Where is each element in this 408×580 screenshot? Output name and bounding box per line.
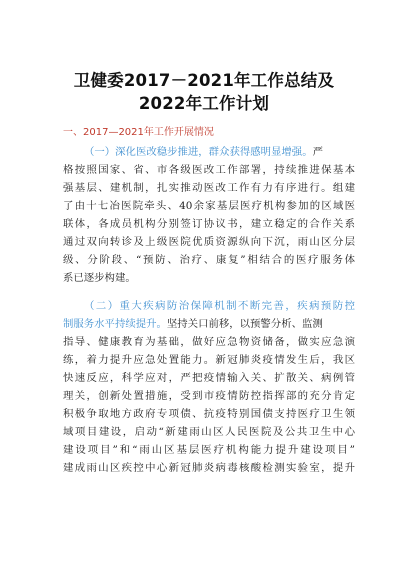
document-title-line2: 2022年工作计划 <box>138 94 270 113</box>
paragraph1-line1 <box>84 145 355 159</box>
paragraph1-line: 了由十七冶医院牵头、40余家基层医疗机构参加的区域医 <box>63 200 355 212</box>
paragraph2-line: 域项目建设，启动“新建雨山区人民医院及公共卫生中心 <box>63 426 355 438</box>
paragraph2-subheading-line1: （二）重大疾病防治保障机制不断完善，疾病预防控 <box>84 300 355 312</box>
paragraph2-line: 建成雨山区疾控中心新冠肺炎病毒核酸检测实验室，提升 <box>63 462 355 474</box>
paragraph2-subheading-line2: 制服务水平持续提升。 <box>63 318 167 330</box>
paragraph2-line: 练，着力提升应急处置能力。新冠肺炎疫情发生后，我区 <box>63 354 355 366</box>
paragraph2-line: 建设项目”和“雨山区基层医疗机构能力提升建设项目” <box>63 444 355 456</box>
paragraph2-line: 快速反应，科学应对，严把疫情输入关、扩散关、病例管 <box>63 372 355 384</box>
paragraph2-line: 指导、健康教育为基础，做好应急物资储备，做实应急演 <box>63 336 355 348</box>
paragraph1-line: 格按照国家、省、市各级医改工作部署，持续推进保基本 <box>63 164 355 176</box>
paragraph1-line: 通过双向转诊及上级医院优质资源纵向下沉，雨山区分层 <box>63 236 355 248</box>
paragraph1-line: 级、分阶段、“预防、治疗、康复”相结合的医疗服务体 <box>63 254 355 266</box>
section-heading: 一、2017—2021年工作开展情况 <box>63 127 214 138</box>
paragraph2-line1 <box>63 317 355 331</box>
paragraph1-line: 系已逐步构建。 <box>63 272 136 284</box>
paragraph2-line: 积极争取地方政府专项债、抗疫特别国债支持医疗卫生领 <box>63 408 355 420</box>
paragraph1-subheading: （一）深化医改稳步推进，群众获得感明显增强。 <box>84 146 313 158</box>
paragraph2-line: 理关，创新处置措施，受到市疫情防控指挥部的充分肯定 <box>63 390 355 402</box>
paragraph1-text: 严 <box>312 146 323 158</box>
document-title-line1: 卫健委2017－2021年工作总结及 <box>73 71 335 90</box>
paragraph1-line: 联体，各成员机构分别签订协议书，建立稳定的合作关系 <box>63 218 355 230</box>
paragraph1-line: 强基层、建机制，扎实推动医改工作有力有序进行。组建 <box>63 182 355 194</box>
paragraph2-text: 坚持关口前移，以预警分析、监测 <box>166 318 323 330</box>
